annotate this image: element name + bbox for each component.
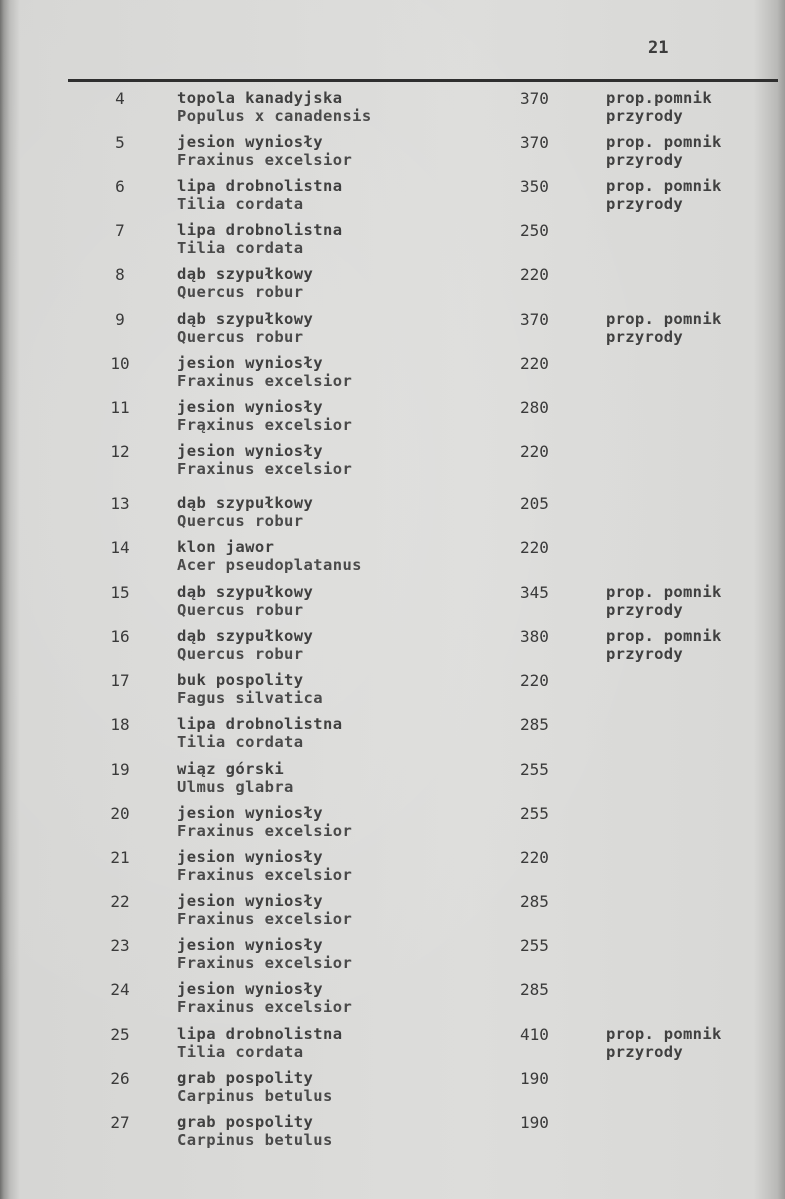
table-row [0,627,785,669]
row-number: 5 [115,133,125,152]
polish-name: dąb szypułkowy [177,310,314,328]
row-number: 10 [110,354,130,373]
species-names [177,265,313,301]
table-row [0,671,785,713]
species-names [177,715,342,751]
circumference-value: 190 [520,1069,549,1088]
latin-name: Tilia cordata [177,239,304,257]
row-number: 21 [110,848,130,867]
latin-name: Fraxinus excelsior [177,822,353,840]
latin-name: Frąxinus excelsior [177,416,353,434]
table-row [0,804,785,846]
polish-name: topola kanadyjska [177,89,343,107]
row-number: 7 [115,221,125,240]
latin-name: Carpinus betulus [177,1087,333,1105]
circumference-value: 380 [520,627,549,646]
circumference-value: 220 [520,671,549,690]
species-names [177,936,352,972]
status-note-line1: prop. pomnik [606,177,722,195]
status-note [606,89,712,125]
status-note-line2: przyrody [606,107,684,125]
table-row [0,265,785,307]
row-number: 27 [110,1113,130,1132]
species-names [177,1069,333,1105]
polish-name: dąb szypułkowy [177,583,314,601]
circumference-value: 220 [520,538,549,557]
status-note-line2: przyrody [606,151,684,169]
row-number: 4 [115,89,125,108]
circumference-value: 285 [520,892,549,911]
row-number: 8 [115,265,125,284]
table-row [0,848,785,890]
polish-name: dąb szypułkowy [177,494,314,512]
row-number: 17 [110,671,130,690]
table-row [0,760,785,802]
table-row [0,177,785,219]
circumference-value: 220 [520,265,549,284]
status-note-line2: przyrody [606,195,684,213]
circumference-value: 280 [520,398,549,417]
polish-name: jesion wyniosły [177,848,323,866]
table-row [0,715,785,757]
latin-name: Tilia cordata [177,1043,304,1061]
row-number: 9 [115,310,125,329]
latin-name: Tilia cordata [177,195,304,213]
row-number: 20 [110,804,130,823]
row-number: 19 [110,760,130,779]
status-note-line1: prop. pomnik [606,133,722,151]
latin-name: Fraxinus excelsior [177,954,353,972]
circumference-value: 220 [520,354,549,373]
polish-name: jesion wyniosły [177,936,323,954]
latin-name: Fraxinus excelsior [177,151,353,169]
species-names [177,494,313,530]
latin-name: Fraxinus excelsior [177,910,353,928]
latin-name: Fraxinus excelsior [177,460,353,478]
status-note-line1: prop. pomnik [606,1025,722,1043]
species-names [177,354,352,390]
table-row [0,892,785,934]
species-names [177,980,352,1016]
latin-name: Quercus robur [177,601,304,619]
polish-name: lipa drobnolistna [177,221,343,239]
circumference-value: 285 [520,980,549,999]
latin-name: Quercus robur [177,283,304,301]
species-names [177,221,342,257]
circumference-value: 285 [520,715,549,734]
polish-name: lipa drobnolistna [177,715,343,733]
polish-name: grab pospolity [177,1069,314,1087]
table-row [0,221,785,263]
latin-name: Fagus silvatica [177,689,323,707]
status-note [606,583,722,619]
polish-name: jesion wyniosły [177,892,323,910]
species-names [177,310,313,346]
row-number: 6 [115,177,125,196]
page-number: 21 [648,38,669,58]
row-number: 14 [110,538,130,557]
species-names [177,89,372,125]
species-names [177,1025,342,1061]
latin-name: Fraxinus excelsior [177,998,353,1016]
table-row [0,538,785,580]
polish-name: jesion wyniosły [177,354,323,372]
latin-name: Tilia cordata [177,733,304,751]
circumference-value: 370 [520,133,549,152]
latin-name: Ulmus glabra [177,778,294,796]
table-row [0,442,785,484]
circumference-value: 205 [520,494,549,513]
header-rule [68,79,778,82]
status-note-line2: przyrody [606,601,684,619]
table-row [0,1069,785,1111]
species-names [177,671,323,707]
row-number: 18 [110,715,130,734]
table-row [0,354,785,396]
status-note-line1: prop. pomnik [606,627,722,645]
species-names [177,177,342,213]
latin-name: Fraxinus excelsior [177,372,353,390]
polish-name: lipa drobnolistna [177,1025,343,1043]
latin-name: Quercus robur [177,328,304,346]
status-note-line2: przyrody [606,645,684,663]
table-row [0,1025,785,1067]
circumference-value: 350 [520,177,549,196]
polish-name: jesion wyniosły [177,133,323,151]
polish-name: lipa drobnolistna [177,177,343,195]
circumference-value: 410 [520,1025,549,1044]
circumference-value: 370 [520,89,549,108]
species-names [177,760,294,796]
polish-name: klon jawor [177,538,275,556]
circumference-value: 255 [520,760,549,779]
polish-name: wiąz górski [177,760,285,778]
species-names [177,133,352,169]
species-names [177,627,313,663]
row-number: 23 [110,936,130,955]
circumference-value: 255 [520,936,549,955]
latin-name: Acer pseudoplatanus [177,556,362,574]
polish-name: grab pospolity [177,1113,314,1131]
row-number: 25 [110,1025,130,1044]
table-row [0,980,785,1022]
species-names [177,583,313,619]
status-note [606,133,722,169]
table-row [0,89,785,131]
species-names [177,442,352,478]
polish-name: jesion wyniosły [177,980,323,998]
table-row [0,936,785,978]
table-row [0,583,785,625]
table-row [0,1113,785,1155]
row-number: 13 [110,494,130,513]
species-names [177,538,362,574]
status-note [606,310,722,346]
polish-name: buk pospolity [177,671,304,689]
circumference-value: 190 [520,1113,549,1132]
polish-name: dąb szypułkowy [177,265,314,283]
row-number: 24 [110,980,130,999]
status-note-line2: przyrody [606,1043,684,1061]
circumference-value: 345 [520,583,549,602]
species-names [177,848,352,884]
polish-name: jesion wyniosły [177,442,323,460]
latin-name: Carpinus betulus [177,1131,333,1149]
table-row [0,494,785,536]
status-note-line2: przyrody [606,328,684,346]
status-note-line1: prop.pomnik [606,89,712,107]
polish-name: jesion wyniosły [177,804,323,822]
status-note-line1: prop. pomnik [606,583,722,601]
row-number: 22 [110,892,130,911]
latin-name: Quercus robur [177,512,304,530]
species-names [177,892,352,928]
latin-name: Populus x canadensis [177,107,372,125]
row-number: 16 [110,627,130,646]
status-note [606,1025,722,1061]
species-names [177,398,352,434]
latin-name: Fraxinus excelsior [177,866,353,884]
row-number: 11 [110,398,130,417]
circumference-value: 250 [520,221,549,240]
row-number: 26 [110,1069,130,1088]
polish-name: jesion wyniosły [177,398,323,416]
status-note [606,177,722,213]
species-names [177,1113,333,1149]
species-names [177,804,352,840]
table-row [0,133,785,175]
circumference-value: 220 [520,442,549,461]
polish-name: dąb szypułkowy [177,627,314,645]
table-row [0,310,785,352]
row-number: 15 [110,583,130,602]
table-row [0,398,785,440]
circumference-value: 255 [520,804,549,823]
status-note [606,627,722,663]
circumference-value: 370 [520,310,549,329]
status-note-line1: prop. pomnik [606,310,722,328]
circumference-value: 220 [520,848,549,867]
latin-name: Quercus robur [177,645,304,663]
row-number: 12 [110,442,130,461]
